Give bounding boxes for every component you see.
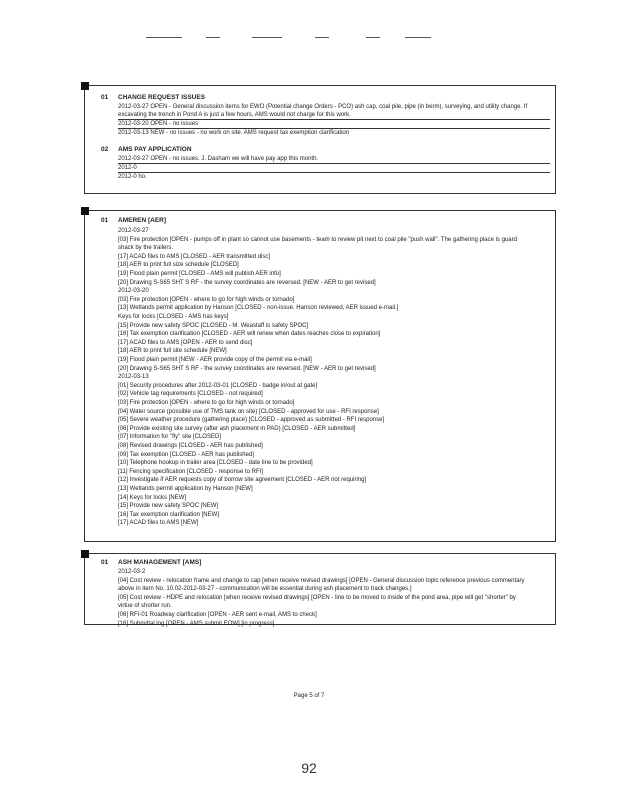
list-item: 2012-03-27 (118, 228, 149, 234)
scan-mark (405, 37, 431, 38)
list-item: [14] Keys for locks [NEW] (118, 494, 187, 501)
list-item: [09] Tax exemption [CLOSED - AER has published] (118, 451, 254, 458)
list-item: [11] Fencing specification [CLOSED - response to RFI] (118, 468, 263, 475)
box-marker (81, 82, 89, 90)
list-item: [17] ACAD files to AMS [CLOSED - AER transmitted disc] (118, 253, 271, 260)
scan-mark (366, 37, 380, 38)
list-item: 2012-0 (118, 164, 550, 173)
section-title: AMS PAY APPLICATION (118, 146, 192, 153)
page-number: 92 (301, 760, 317, 776)
list-item: [16] Tax exemption clarification [NEW] (118, 511, 219, 518)
list-item: [03] Fire protection [OPEN - where to go for high winds or tornado] (118, 296, 295, 303)
list-item: Keys for locks [CLOSED - AMS has keys] (118, 314, 229, 320)
list-item: [03] Fire protection [OPEN - where to go for high winds or tornado] (118, 400, 295, 406)
list-item: [05] Severe weather procedure (gathering place) [CLOSED - approved as submitted - RFI response] (118, 417, 385, 424)
list-item: 2012-0 ho. (118, 174, 147, 180)
list-item: 2012-03-20 OPEN - no issues (118, 120, 550, 129)
list-item: [10] Telephone hookup in trailer area [CLOSED - date line to be provided] (118, 460, 313, 467)
list-item: 2012-03-13 (118, 374, 149, 381)
list-item: [03] Fire protection [OPEN - pumps off in plant so cannot use basements - team to review pit next to coal pile "push wall". The gathering place is guard (118, 236, 517, 243)
list-item: [12] Investigate if AER requests copy of borrow site agreement [CLOSED - AER not requiring] (118, 477, 367, 484)
list-item: [13] Wetlands permit application by Hanson [NEW] (118, 486, 253, 492)
section-number: 01 (101, 217, 109, 224)
list-item: 2012-03-13 NEW - no issues - no work on site. AMS request tax exemption clarification (118, 130, 350, 136)
section-number: 01 (101, 94, 109, 101)
scan-mark (315, 37, 329, 38)
box-marker (81, 550, 89, 558)
list-item: [04] Cost review - relocation frame and change to cap [when receive revised drawings] [OPEN - General discussion topic reference previous commentary (118, 577, 525, 584)
list-item: 2012-03-20 (118, 288, 149, 295)
list-item: [17] ACAD files to AMS [NEW] (118, 520, 199, 527)
list-item: [06] Provide existing site survey (after ash placement in PAD) [CLOSED - AER submitted] (118, 425, 356, 432)
list-item: [08] Revised drawings [CLOSED - AER has published] (118, 443, 263, 449)
list-item: [19] Flood plain permit [NEW - AER provide copy of the permit via e-mail] (118, 357, 312, 363)
list-item: [06] RFI-01 Roadway clarification [OPEN - AER sent e-mail, AMS to check] (118, 612, 317, 618)
scan-mark (146, 37, 182, 38)
list-item: excavating the trench in Pond A is just a few hours, AMS would not charge for this work. (118, 111, 550, 120)
section-number: 02 (101, 146, 109, 153)
list-item: 2012-03-27 OPEN - no issues. J. Dasham we will have pay app this month. (118, 155, 550, 164)
section-number: 01 (101, 559, 109, 566)
list-item: [18] AER to print full size schedule [CLOSED] (118, 262, 239, 269)
list-item: [16] Tax exemption clarification [CLOSED - AER will renew when dates reaches close to expiration] (118, 331, 381, 338)
box-marker (81, 207, 89, 215)
list-item: above in item No. 10.02-2012-03-27 - communication will be essential during ash placement to track changes.] (118, 586, 412, 593)
list-item: [07] Information for "fly" site [CLOSED] (118, 434, 221, 441)
scan-mark (252, 37, 282, 38)
list-item: [05] Cost review - HDPE and relocation [when receive revised drawings] [OPEN - line to be moved to inside of the pond area, pipe will get "shorter" by (118, 594, 516, 601)
list-item: [15] Provide new safety SPOC [CLOSED - M. Weastaff is safety SPOC] (118, 322, 309, 329)
section-title: CHANGE REQUEST ISSUES (118, 94, 206, 101)
list-item: [02] Vehicle tag requirements [CLOSED - not required] (118, 391, 263, 398)
list-item: 2012-03-2 (118, 569, 146, 575)
list-item: [04] Water source (possible use of TMS tank on site) [CLOSED - approved for use - RFI response] (118, 408, 379, 415)
list-item: [17] ACAD files to AMS [OPEN - AER to send disc] (118, 339, 253, 346)
list-item: [01] Security procedures after 2012-03-01 [CLOSED - badge in/out at gate] (118, 382, 318, 389)
list-item: [18] AER to print full site schedule [NEW] (118, 348, 227, 355)
section-title: ASH MANAGEMENT [AMS] (118, 559, 202, 566)
list-item: [20] Drawing S-S65 SHT S RF - the survey coordinates are reversed. [NEW - AER to get revised] (118, 279, 376, 286)
list-item: [19] Flood plain permit [CLOSED - AMS will publish AER info] (118, 271, 281, 277)
list-item: virtue of shorter run. (118, 603, 172, 610)
list-item: [16] Submittal log [OPEN - AMS submit EOW] [in progress] (118, 620, 275, 627)
list-item: [15] Provide new safety SPOC [NEW] (118, 503, 219, 510)
list-item: [20] Drawing S-S65 SHT S RF - the survey coordinates are reversed. [NEW - AER to get revised] (118, 365, 376, 372)
list-item: [13] Wetlands permit application by Hanson [CLOSED - non-issue. Hanson reviewed, AER issued e-mail.] (118, 305, 399, 312)
scan-mark (206, 37, 220, 38)
list-item: shack by the trailers. (118, 245, 174, 252)
section-title: AMEREN [AER] (118, 217, 167, 224)
list-item: 2012-03-27 OPEN - General discussion items for EWO (Potential change Orders - PCO) ash cap, coal pile, pipe (in berm), surveying, and utility change. If (118, 104, 528, 110)
page-label: Page 5 of 7 (293, 693, 325, 699)
